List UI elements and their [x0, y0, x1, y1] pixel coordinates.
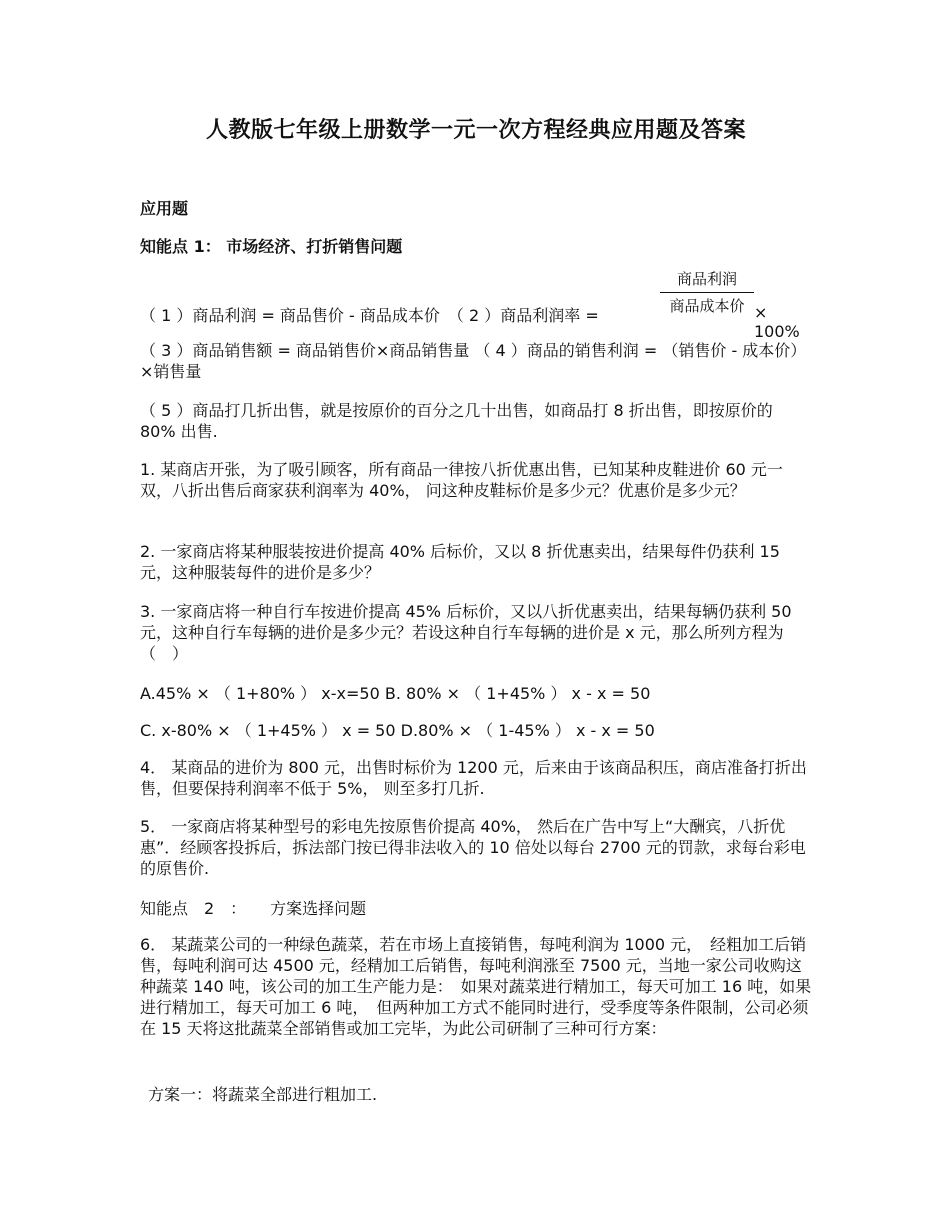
problem-6: 6． 某蔬菜公司的一种绿色蔬菜，若在市场上直接销售，每吨利润为 1000 元， 经粗加工后销售，每吨利润可达 4500 元，经精加工后销售，每吨利润涨至 7500 元，当地一家公司收购这种蔬菜 140 吨，该公司的加工生产能力是： 如果对蔬菜进行精加工，每天可加工 16 吨，如果进行精加工，每天可加工 6 吨， 但两种加工方式不能同时进行，受季度等条件限制，公司必须在 15 天将这批蔬菜全部销售或加工完毕，为此公司研制了三种可行方案：: [140, 935, 812, 1038]
problem-2: 2. 一家商店将某种服装按进价提高 40% 后标价，又以 8 折优惠卖出，结果每件仍获利 15 元，这种服装每件的进价是多少？: [140, 542, 780, 582]
problem-3-options-ab: A.45% × （ 1+80% ） x-x=50 B. 80% × （ 1+45% ） x - x = 50: [140, 684, 651, 703]
problem-3: 3. 一家商店将一种自行车按进价提高 45% 后标价，又以八折优惠卖出，结果每辆仍获利 50 元，这种自行车每辆的进价是多少元？若设这种自行车每辆的进价是 x 元，那么所列方程为（ ）: [140, 602, 792, 663]
knowledge-point-2-heading: 知能点 2 ： 方案选择问题: [140, 899, 367, 918]
section-heading: 应用题: [140, 199, 189, 218]
problem-3-options-cd: C. x-80% × （ 1+45% ） x = 50 D.80% × （ 1-45% ） x - x = 50: [140, 721, 655, 740]
problem-4: 4． 某商品的进价为 800 元，出售时标价为 1200 元，后来由于该商品积压，商店准备打折出售，但要保持利润率不低于 5%， 则至多打几折.: [140, 758, 807, 798]
problem-5: 5． 一家商店将某种型号的彩电先按原售价提高 40%， 然后在广告中写上“大酬宾，八折优惠”．经顾客投拆后，拆法部门按已得非法收入的 10 倍处以每台 2700 元的罚款，求每台彩电的原售价.: [140, 817, 806, 878]
document-title: 人教版七年级上册数学一元一次方程经典应用题及答案: [205, 117, 746, 143]
problem-1: 1. 某商店开张，为了吸引顾客，所有商品一律按八折优惠出售，已知某种皮鞋进价 60 元一双，八折出售后商家获利润率为 40%， 问这种皮鞋标价是多少元？优惠价是多少元？: [140, 460, 783, 500]
fraction-numerator: 商品利润: [660, 268, 754, 293]
plan-1: 方案一：将蔬菜全部进行粗加工.: [148, 1085, 378, 1104]
formula-line-2: （ 3 ）商品销售额 = 商品销售价×商品销售量 （ 4 ）商品的销售利润 = （销售价 - 成本价）×销售量: [140, 341, 807, 381]
knowledge-point-1-heading: 知能点 1： 市场经济、打折销售问题: [140, 237, 403, 256]
fraction-denominator: 商品成本价: [669, 297, 745, 315]
formula-line-1: （ 1 ）商品利润 = 商品售价 - 商品成本价 （ 2 ）商品利润率 =: [140, 306, 599, 325]
formula-line-1-suffix: × 100%: [754, 303, 800, 341]
profit-rate-fraction: [660, 268, 754, 316]
formula-line-3: （ 5 ）商品打几折出售，就是按原价的百分之几十出售，如商品打 8 折出售，即按原价的 80% 出售.: [140, 401, 773, 441]
